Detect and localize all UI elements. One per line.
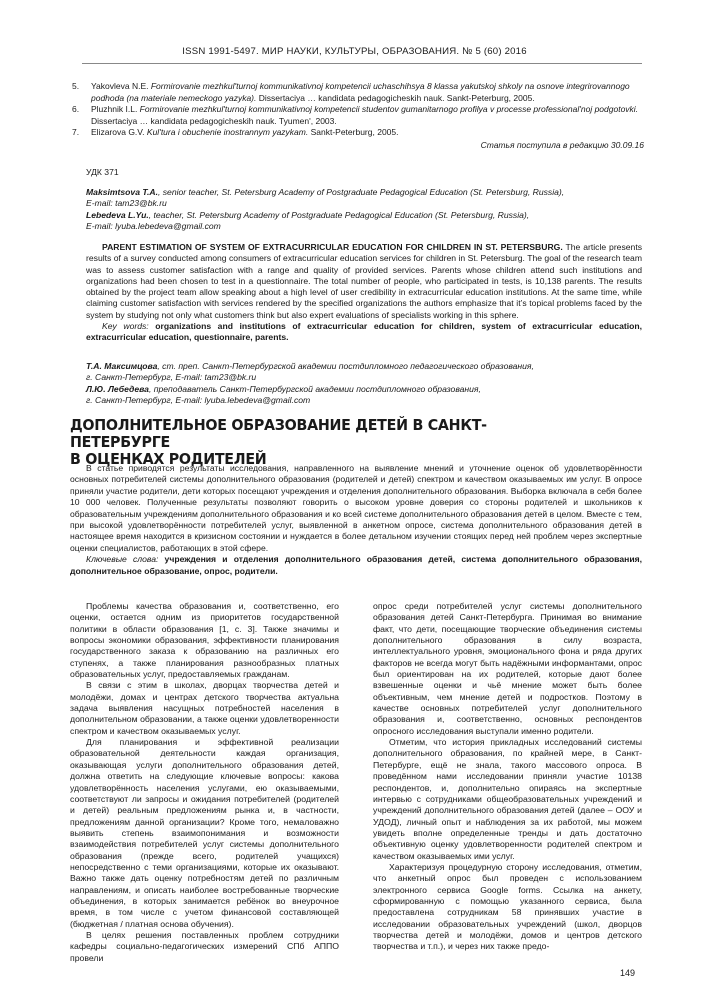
annotation-ru bbox=[70, 463, 642, 577]
header-rule bbox=[82, 63, 642, 64]
paragraph: опрос среди потребителей услуг системы дополнительного образования детей Санкт-Петербурга. Принимая во внимание факт, что дети, посещающие творческие объединения системы дополнительного образования в силу возраста, интеллектуального уровня, эмоционального фона и ряда других факторов не всегда могут быть надёжными информантами, опрос был ориентирован на их родителей, которые дают более взвешенные оценки и чьё мнение может быть более объективным, чем мнение детей и подростков. Поэтому в качестве основных потребителей услуг дополнительного образования и, соответственно, основных респондентов опросного исследования выступали именно родители. bbox=[373, 601, 642, 736]
article-title-ru bbox=[70, 417, 585, 468]
author-affiliation: , teacher, St. Petersburg Academy of Postgraduate Pedagogical Education (St. Petersburg, Russia), bbox=[148, 209, 530, 220]
keywords-text: учреждения и отделения дополнительного образования детей, система дополнительного образования, дополнительное образование, опрос, родители. bbox=[70, 554, 643, 576]
reference-author: Pluzhnik I.L. bbox=[91, 104, 140, 114]
article-title-en: PARENT ESTIMATION OF SYSTEM OF EXTRACURRICULAR EDUCATION FOR CHILDREN IN ST. PETERSBURG. bbox=[102, 242, 563, 252]
body-column-right bbox=[373, 601, 642, 953]
paragraph: Характеризуя процедурную сторону исследования, отметим, что анкетный опрос был проведен с использованием электронного сервиса Google forms. Ссылка на анкету, сформированную с помощью указанного сервиса, была предоставлена сотрудникам 58 принявших участие в исследовании образовательных учреждений (школ, дворцов творчества детей и молодёжи, домов и центров детского творчества и т.п.), и через них также предо- bbox=[373, 861, 642, 952]
body-column-left bbox=[70, 601, 339, 964]
title-line: В ОЦЕНКАХ РОДИТЕЛЕЙ bbox=[70, 450, 267, 468]
reference-title: Kul'tura i obuchenie inostrannym yazykam. bbox=[146, 127, 309, 137]
reference-item bbox=[72, 127, 644, 139]
author-en bbox=[86, 210, 644, 221]
paragraph: Для планирования и эффективной реализации образовательной деятельности каждая организация, оказывающая услуги дополнительного образования детей, должна ответить на следующие ключевые вопросы: какова удовлетворённость населения услугами, ею оказываемыми, соответствуют ли запросы и ожидания потребителей (родителей и детей) реальным предложениям рынка и, в частности, предложениям данной организации? Кроме того, немаловажно выявить степень взаимопонимания и возможности взаимодействия потребителей услуг системы дополнительного образования (прежде всего, родителей учащихся) непосредственно с теми организациями, которые их оказывают. Важно также дать оценку потребностям детей по различным направлениям, и описать наиболее востребованные творческие объединения, в которых занимается ребёнок во внеурочное время, в том числе с учетом финансовой составляющей (бюджетная / платная основа обучения). bbox=[70, 737, 339, 929]
reference-item bbox=[72, 81, 644, 104]
annotation-body: В статье приводятся результаты исследования, направленного на выявление мнений и уточнение оценок об удовлетворённости основных потребителей системы дополнительного образования (родителей и детей) спектром и качеством оказываемых им услуг. В опросе приняли участие родители, дети которых посещают учреждения и отделения дополнительного образования. Выборка включала в себя более 10 000 человек. Полученные результаты позволяют говорить о высоком уровне доверия со стороны родителей и школьников к образовательным учреждениям дополнительного образования и ко всей системе дополнительного образования детей в целом. Вместе с тем, при высокой удовлетворённости потребителей услуг, выявленной в анкетном опросе, система дополнительного образования детей в настоящее время находится в кризисном состоянии и нуждается в более детальном изучении стоящих перед ней проблем через экспертные оценки специалистов, работающих в этой сфере. bbox=[70, 463, 642, 553]
reference-author: Elizarova G.V. bbox=[91, 127, 147, 137]
author-en bbox=[86, 187, 644, 198]
title-line: ДОПОЛНИТЕЛЬНОЕ ОБРАЗОВАНИЕ ДЕТЕЙ В САНКТ-ПЕТЕРБУРГЕ bbox=[70, 416, 487, 451]
paragraph: В целях решения поставленных проблем сотрудники кафедры социально-педагогических измерений СПб АППО провели bbox=[70, 929, 339, 963]
keywords-en bbox=[86, 321, 642, 344]
author-location: г. Санкт-Петербург, E-mail: tam23@bk.ru bbox=[86, 372, 257, 383]
keywords-label: Key words: bbox=[102, 321, 149, 332]
reference-title: Formirovanie mezhkul'turnoj kommunikativnoj kompetencii uchaschihsya 8 klassa yakutskoj shkoly na osnove integrirovannogo podhoda (na materiale nemeckogo yazyka). bbox=[91, 81, 630, 103]
abstract-en bbox=[86, 242, 642, 344]
received-date: Статья поступила в редакцию 30.09.16 bbox=[480, 139, 644, 150]
keywords-ru bbox=[70, 554, 642, 577]
references-list bbox=[72, 81, 644, 151]
author-location: г. Санкт-Петербург, E-mail: lyuba.lebedeva@gmail.com bbox=[86, 395, 311, 406]
reference-rest: Sankt-Peterburg, 2005. bbox=[308, 127, 399, 137]
reference-rest: Dissertaciya … kandidata pedagogicheskih nauk. Tyumen', 2003. bbox=[91, 115, 337, 126]
author-ru bbox=[86, 361, 642, 372]
author-name: Т.А. Максимцова bbox=[86, 361, 158, 371]
paragraph: Проблемы качества образования и, соответственно, его оценки, остается одним из приоритетов государственной политики в области образования [1, с. 3]. Также значимы и вопросы экономики образования, эффективности планирования государственного заказа к образованию на различных его ступенях, а также планирования разнообразных платных образовательных услуг, предоставляемых гражданам. bbox=[70, 601, 339, 680]
abstract-en-body: The article presents results of a survey conducted among consumers of extracurricular education services for children in St. Petersburg. The goal of the research team was to assess customer satisfaction with a range and quality of provided services. Parents whose children attend such institutions and organizations had been chosen to test in a questionnaire. The total number of people, who participated in tests, is 10,138 parents. The results obtained by the project team allow speaking about a high level of user credibility in extracurricular education institutions. At the same time, while claiming customer satisfaction with services rendered by the specified organizations the authors emphasize that it’s topical problems faced by the system by studying not only what customers think but also expert evaluations of specialists working in this sphere. bbox=[86, 242, 642, 320]
keywords-label: Ключевые слова: bbox=[86, 554, 159, 565]
author-name: Л.Ю. Лебедева bbox=[86, 383, 149, 394]
reference-author: Yakovleva N.E. bbox=[91, 81, 151, 91]
author-affiliation: , преподаватель Санкт-Петербургской академии постдипломного образования, bbox=[148, 383, 481, 394]
paragraph: Отметим, что история прикладных исследований системы дополнительного образования, по крайней мере, в Санкт-Петербурге, ещё не знала, такого массового опроса. В проведённом нами исследовании приняли участие 10138 респондентов, и, дополнительно опираясь на экспертные интервью с сотрудниками общеобразовательных учреждений и учреждений дополнительного образования детей (далее – ООУ и УДОД), личный опыт и наблюдения за их работой, мы можем увидеть вполне определенные тренды и дать достаточно объективную оценку удовлетворенности родителей спектром и качеством оказываемых ими услуг. bbox=[373, 737, 642, 861]
author-ru bbox=[86, 384, 642, 395]
author-name: Maksimtsova T.A. bbox=[86, 187, 158, 197]
keywords-text: organizations and institutions of extracurricular education for children, system of extracurricular education, extracurricular education, questionnaire, parents. bbox=[86, 321, 642, 343]
page-number: 149 bbox=[620, 968, 636, 978]
author-affiliation: , ст. преп. Санкт-Петербургской академии постдипломного педагогического образования, bbox=[157, 361, 534, 371]
paragraph: В связи с этим в школах, дворцах творчества детей и молодёжи, домах и центрах детского творчества актуальна задача выявления насущных потребностей населения в дополнительном образовании, а также оценки удовлетворенности спектром и качеством оказываемых услуг. bbox=[70, 680, 339, 736]
journal-header: ISSN 1991-5497. МИР НАУКИ, КУЛЬТУРЫ, ОБРАЗОВАНИЯ. № 5 (60) 2016 bbox=[182, 46, 527, 57]
author-email: E-mail: tam23@bk.ru bbox=[86, 198, 167, 209]
author-email: E-mail: lyuba.lebedeva@gmail.com bbox=[86, 221, 221, 232]
reference-item bbox=[72, 104, 644, 127]
reference-title: Formirovanie mezhkul'turnoj kommunikativnoj kompetencii studentov gumanitarnogo profilya v processe professional'noj podgotovki. bbox=[139, 104, 639, 114]
author-name: Lebedeva L.Yu. bbox=[86, 209, 149, 220]
author-affiliation: , senior teacher, St. Petersburg Academy of Postgraduate Pedagogical Education (St. Petersburg, Russia), bbox=[157, 187, 565, 197]
reference-number: 7. bbox=[72, 127, 80, 137]
reference-rest: Dissertaciya … kandidata pedagogicheskih nauk. Sankt-Peterburg, 2005. bbox=[256, 92, 535, 103]
reference-number: 6. bbox=[72, 104, 80, 114]
authors-ru bbox=[86, 361, 642, 407]
udk-code: УДК 371 bbox=[86, 167, 119, 177]
authors-en bbox=[86, 187, 644, 233]
reference-number: 5. bbox=[72, 81, 80, 91]
